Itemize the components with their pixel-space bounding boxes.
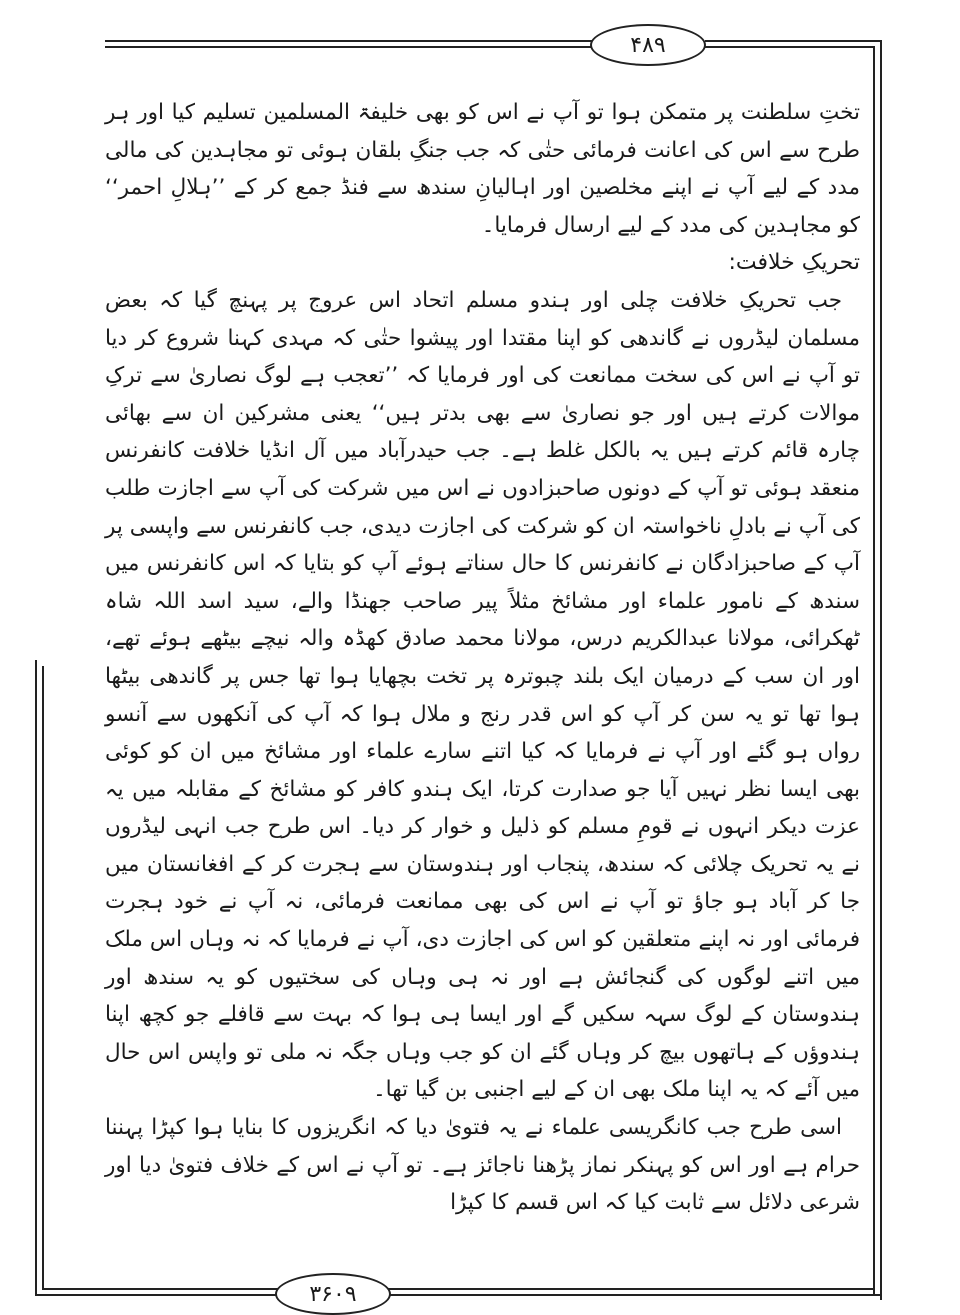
frame-top-right-line bbox=[705, 40, 880, 42]
frame-right-inner bbox=[873, 46, 875, 1294]
frame-top-left-line-inner bbox=[105, 46, 595, 48]
page-number-bottom: ۳۶۰۹ bbox=[275, 1273, 391, 1315]
frame-bottom-left-line-inner bbox=[42, 1288, 280, 1290]
frame-right-outer bbox=[880, 40, 882, 1300]
paragraph-1: تختِ سلطنت پر متمکن ہوا تو آپ نے اس کو بھی خلیفۃ المسلمین تسلیم کیا اور ہر طرح سے اس کی اعانت فرمائی حتٰی کہ جب جنگِ بلقان ہوئی تو مجاہدین کی مالی مدد کے لیے آپ نے اپنے مخلصین اور اہالیانِ سندھ سے فنڈ جمع کر کے ’’ہلالِ احمر‘‘ کو مجاہدین کی مدد کے لیے ارسال فرمایا۔ bbox=[105, 100, 860, 238]
frame-bottom-right-line bbox=[388, 1294, 882, 1296]
paragraph-3: اسی طرح جب کانگریسی علماء نے یہ فتویٰ دیا کہ انگریزوں کا بنایا ہوا کپڑا پہننا حرام ہے اور اس کو پہنکر نماز پڑھنا ناجائز ہے۔ تو آپ نے اس کے خلاف فتویٰ دیا اور شرعی دلائل سے ثابت کیا کہ اس قسم کا کپڑا bbox=[105, 1115, 860, 1216]
section-heading: تحریکِ خلافت: bbox=[728, 250, 860, 276]
frame-bottom-left-line bbox=[35, 1294, 280, 1296]
paragraph-2: جب تحریکِ خلافت چلی اور ہندو مسلم اتحاد اس عروج پر پہنچ گیا کہ بعض مسلمان لیڈروں نے گاندھی کو اپنا مقتدا اور پیشوا حتٰی کہ مہدی کہنا شروع کر دیا تو آپ نے اس کی سخت ممانعت کی اور فرمایا کہ ’’تعجب ہے لوگ نصاریٰ سے ترکِ موالات کرتے ہیں اور جو نصاریٰ سے بھی بدتر ہیں‘‘ یعنی مشرکین ان سے بھائی چارہ قائم کرتے ہیں یہ بالکل غلط ہے۔ جب حیدرآباد میں آل انڈیا خلافت کانفرنس منعقد ہوئی تو آپ کے دونوں صاحبزادوں نے اس میں شرکت کی آپ سے اجازت طلب کی آپ نے بادلِ ناخواستہ ان کو شرکت کی اجازت دیدی، جب کانفرنس سے واپسی پر آپ کے صاحبزادگان نے کانفرنس کا حال سناتے ہوئے آپ کو بتایا کہ اس کانفرنس میں سندھ کے نامور علماء اور مشائخ مثلاً پیر صاحب جھنڈا والے، سید اسد اللہ شاہ ٹھکرائی، مولانا عبدالکریم درس، مولانا محمد صادق کھڈہ والہ نیچے بیٹھے ہوئے تھے، اور ان سب کے درمیان ایک بلند چبوترہ پر تخت بچھایا ہوا تھا جس پر گاندھی بیٹھا ہوا تھا تو یہ سن کر آپ کو اس قدر رنج و ملال ہوا کہ آپ کی آنکھوں سے آنسو رواں ہو گئے اور آپ نے فرمایا کہ کیا اتنے سارے علماء اور مشائخ میں ان کو کوئی بھی ایسا نظر نہیں آیا جو صدارت کرتا، ایک ہندو کافر کو مشائخ کے مقابلہ میں یہ عزت دیکر انہوں نے قومِ مسلم کو ذلیل و خوار کر دیا۔ اس طرح جب انہی لیڈروں نے یہ تحریک چلائی کہ سندھ، پنجاب اور ہندوستان سے ہجرت کر کے افغانستان میں جا کر آباد ہو جاؤ تو آپ نے اس کی بھی ممانعت فرمائی، نہ آپ نے خود ہجرت فرمائی اور نہ اپنے متعلقین کو اس کی اجازت دی، آپ نے فرمایا کہ نہ وہاں اس ملک میں اتنے لوگوں کی گنجائش ہے اور نہ ہی وہاں کی سختیوں کو یہ سندھ اور ہندوستان کے لوگ سہہ سکیں گے اور ایسا ہی ہوا کہ بہت سے قافلے جو کچھ اپنا ہندوؤں کے ہاتھوں بیچ کر وہاں گئے ان کو جب وہاں جگہ نہ ملی تو واپس اس حال میں آئے کہ یہ اپنا ملک بھی ان کے لیے اجنبی بن گیا تھا۔ bbox=[105, 287, 860, 1103]
frame-bottom-right-line-inner bbox=[388, 1288, 875, 1290]
frame-left-outer bbox=[35, 660, 37, 1296]
frame-top-right-line-inner bbox=[705, 46, 873, 48]
page-body bbox=[105, 94, 860, 1222]
frame-left-inner bbox=[42, 666, 44, 1290]
frame-top-left-line bbox=[105, 40, 595, 42]
page-number-top: ۴۸۹ bbox=[590, 24, 706, 66]
